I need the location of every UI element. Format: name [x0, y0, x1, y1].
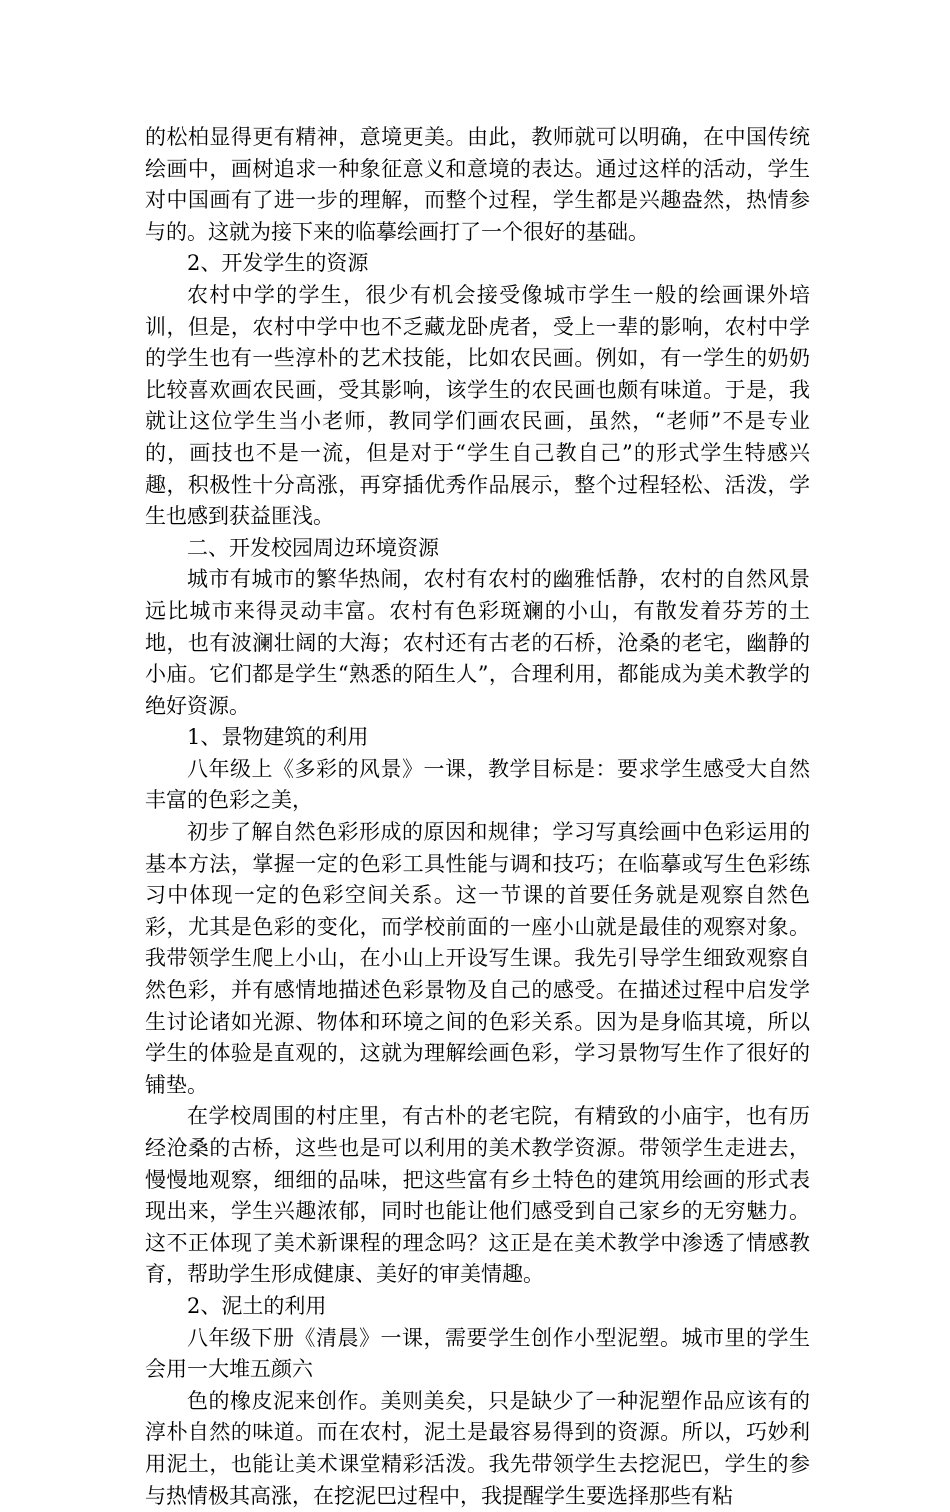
paragraph-morning-lesson: 八年级下册《清晨》一课，需要学生创作小型泥塑。城市里的学生会用一大堆五颜六 [145, 1325, 810, 1382]
paragraph-continuation: 的松柏显得更有精神，意境更美。由此，教师就可以明确，在中国传统绘画中，画树追求一种象征意义和意境的表达。通过这样的活动，学生对中国画有了进一步的理解，而整个过程，学生都是兴趣盎然，热情参与的。这就为接下来的临摹绘画打了一个很好的基础。 [145, 125, 810, 244]
paragraph-village-architecture: 在学校周围的村庄里，有古朴的老宅院，有精致的小庙宇，也有历经沧桑的古桥，这些也是可以利用的美术教学资源。带领学生走进去，慢慢地观察，细细的品味，把这些富有乡土特色的建筑用绘画的形式表现出来，学生兴趣浓郁，同时也能让他们感受到自己家乡的无穷魅力。这不正体现了美术新课程的理念吗？这正是在美术教学中渗透了情感教育，帮助学生形成健康、美好的审美情趣。 [145, 1104, 810, 1287]
section-heading-campus-environment: 二、开发校园周边环境资源 [187, 535, 439, 560]
paragraph-color-observation: 初步了解自然色彩形成的原因和规律；学习写真绘画中色彩运用的基本方法，掌握一定的色彩工具性能与调和技巧；在临摹或写生色彩练习中体现一定的色彩空间关系。这一节课的首要任务就是观察自然色彩，尤其是色彩的变化，而学校前面的一座小山就是最佳的观察对象。我带领学生爬上小山，在小山上开设写生课。我先引导学生细致观察自然色彩，并有感情地描述色彩景物及自己的感受。在描述过程中启发学生讨论诸如光源、物体和环境之间的色彩关系。因为是身临其境，所以学生的体验是直观的，这就为理解绘画色彩，学习景物写生作了很好的铺垫。 [145, 820, 810, 1097]
section-heading-clay: 2、泥土的利用 [187, 1293, 327, 1318]
paragraph-colorful-scenery-lesson: 八年级上《多彩的风景》一课，教学目标是：要求学生感受大自然丰富的色彩之美， [145, 756, 810, 813]
section-heading-scenery-buildings: 1、景物建筑的利用 [187, 725, 369, 750]
paragraph-student-resources: 农村中学的学生，很少有机会接受像城市学生一般的绘画课外培训，但是，农村中学中也不乏藏龙卧虎者，受上一辈的影响，农村中学的学生也有一些淳朴的艺术技能，比如农民画。例如，有一学生的奶奶比较喜欢画农民画，受其影响，该学生的农民画也颇有味道。于是，我就让这位学生当小老师，教同学们画农民画，虽然，“老师”不是专业的，画技也不是一流，但是对于“学生自己教自己”的形式学生特感兴趣，积极性十分高涨，再穿插优秀作品展示，整个过程轻松、活泼，学生也感到获益匪浅。 [145, 282, 810, 529]
paragraph-clay-sculpture: 色的橡皮泥来创作。美则美矣，只是缺少了一种泥塑作品应该有的淳朴自然的味道。而在农村，泥土是最容易得到的资源。所以，巧妙利用泥土，也能让美术课堂精彩活泼。我先带领学生去挖泥巴，学生的参与热情极其高涨，在挖泥巴过程中，我提醒学生要选择那些有粘 [145, 1388, 810, 1508]
section-heading-student-resources: 2、开发学生的资源 [187, 251, 369, 276]
paragraph-campus-environment: 城市有城市的繁华热闹，农村有农村的幽雅恬静，农村的自然风景远比城市来得灵动丰富。农村有色彩斑斓的小山，有散发着芬芳的土地，也有波澜壮阔的大海；农村还有古老的石桥，沧桑的老宅，幽静的小庙。它们都是学生“熟悉的陌生人”，合理利用，都能成为美术教学的绝好资源。 [145, 567, 810, 718]
document-page [145, 122, 810, 1512]
